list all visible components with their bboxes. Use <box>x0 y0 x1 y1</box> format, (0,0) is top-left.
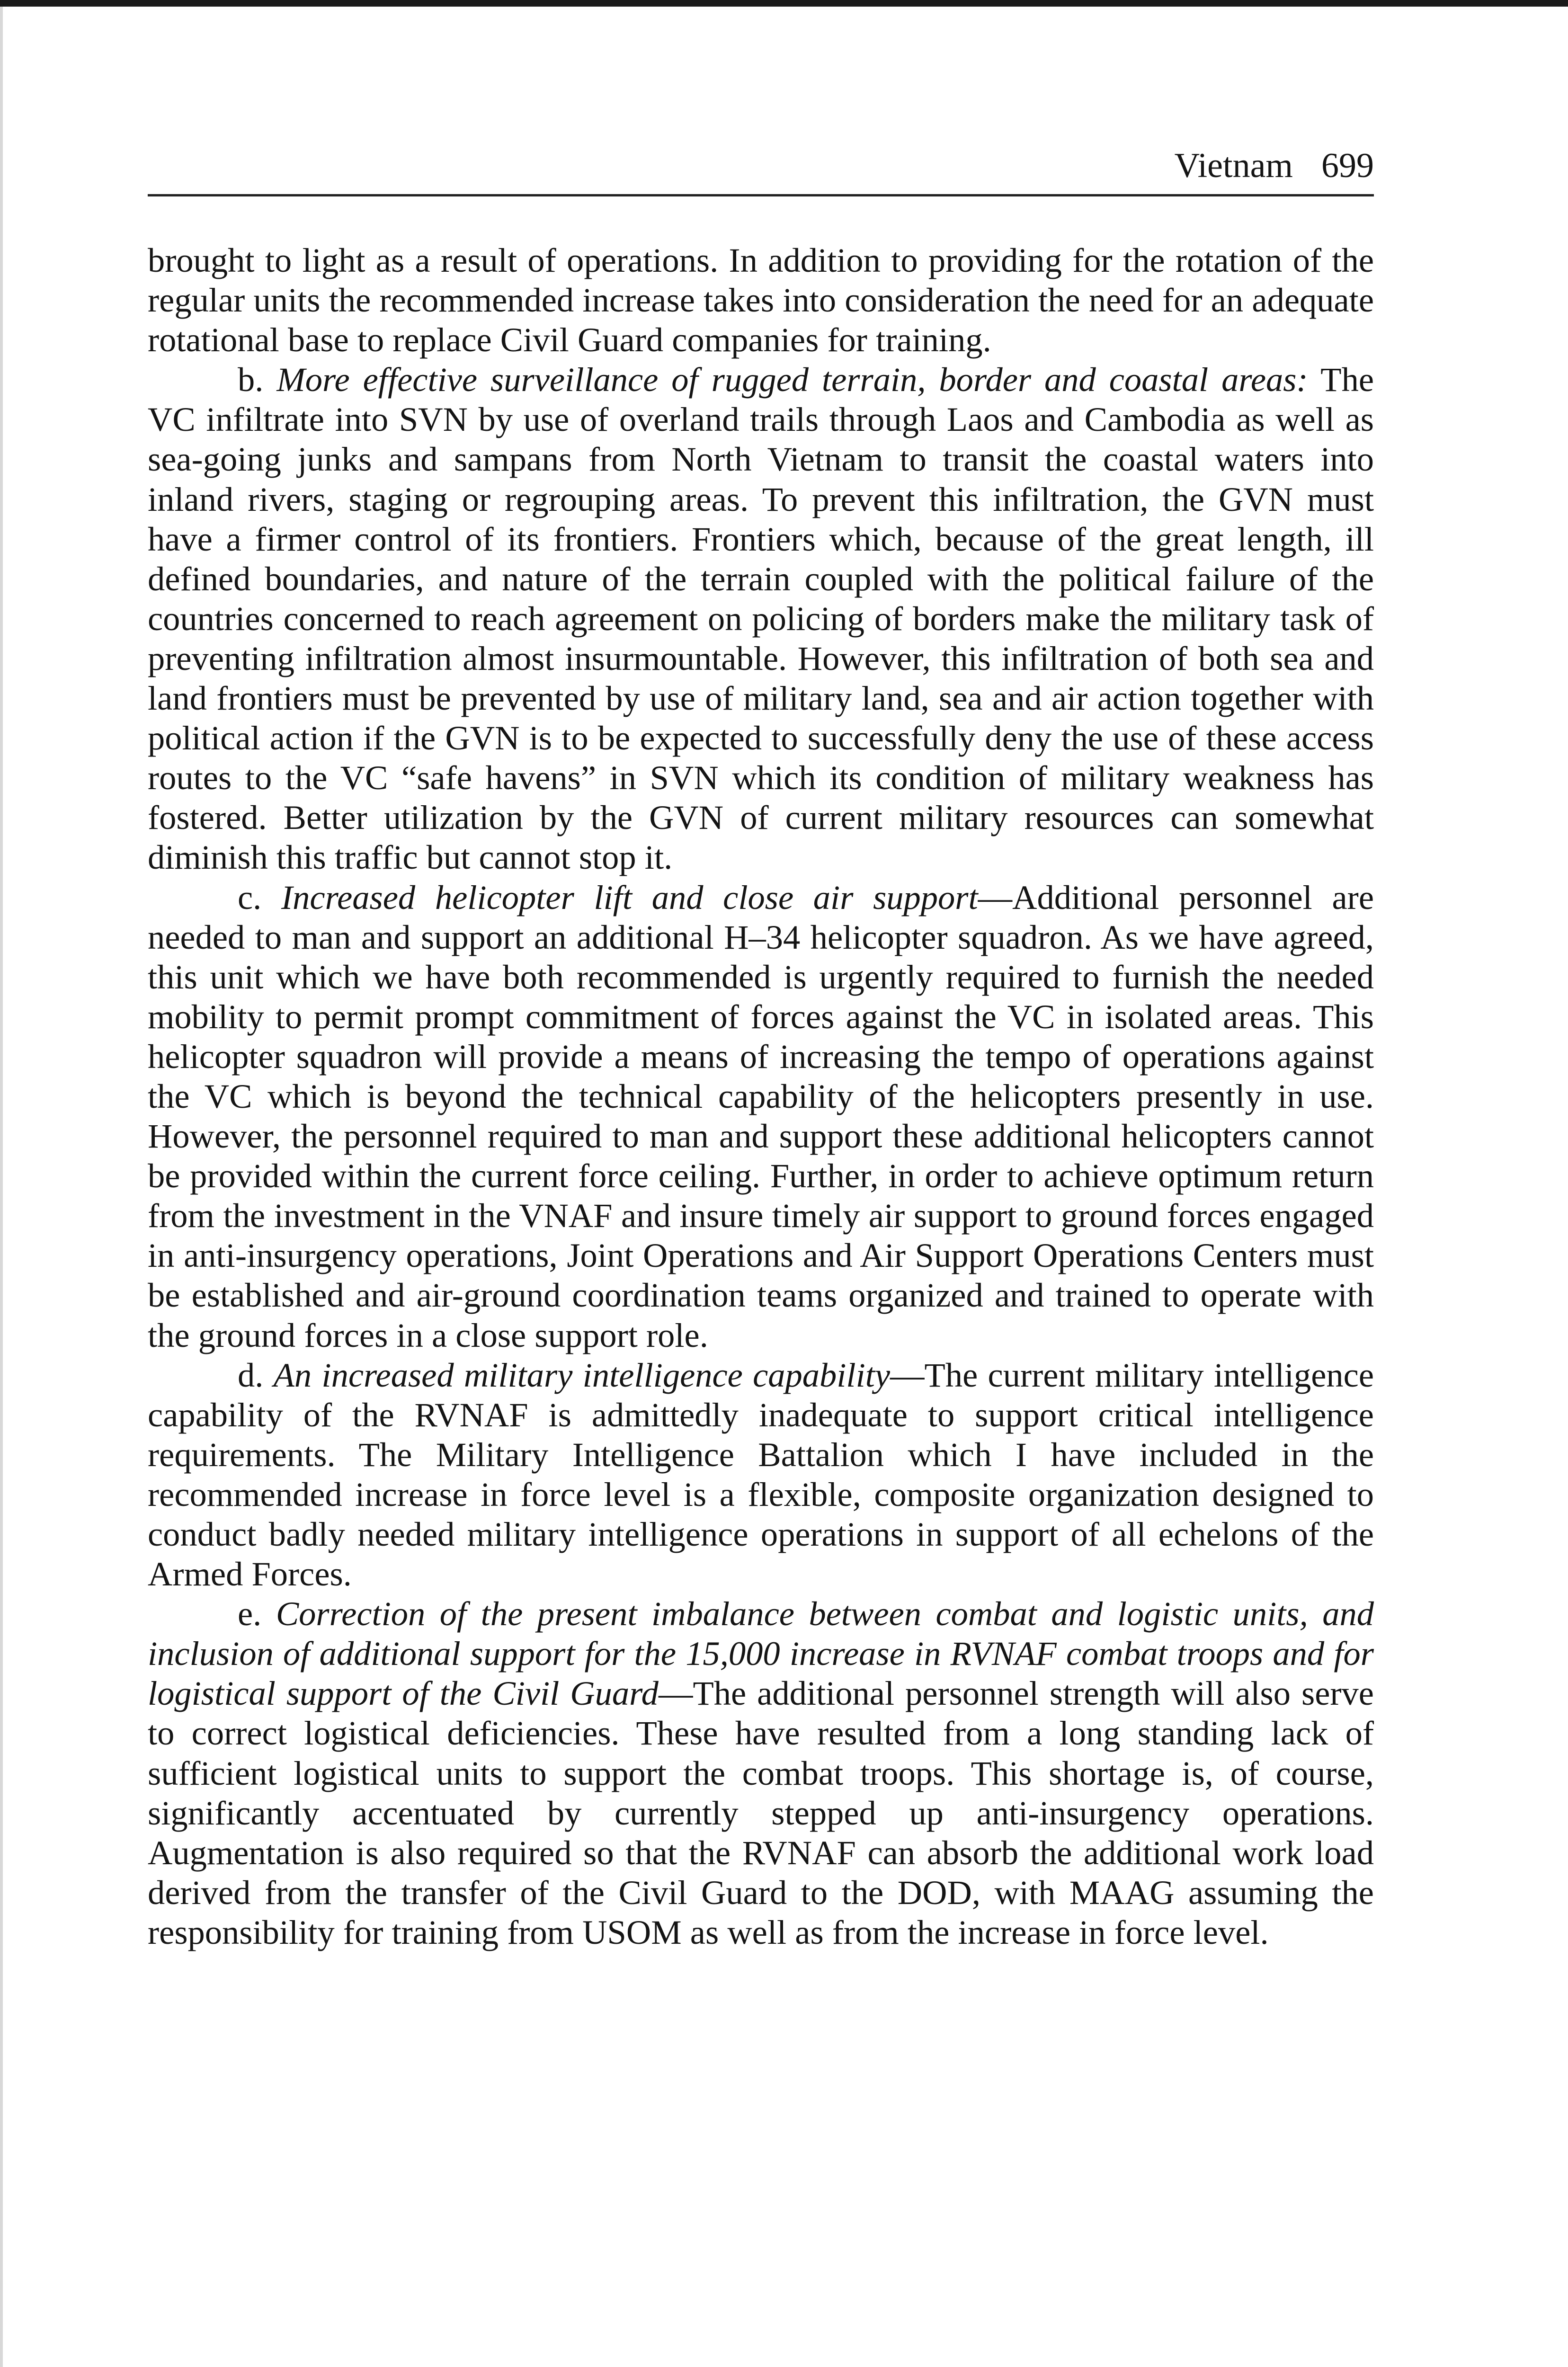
left-page-edge <box>0 7 3 2367</box>
body-text <box>148 240 1374 1952</box>
paragraph-continuation <box>148 240 1374 360</box>
paragraph-text: —The additional personnel strength will also serve to correct logistical deficiencies. These have resulted from a long standing lack of sufficient logistical units to support the combat troops. This shortage is, of course, significantly accentuated by currently stepped up anti-insurgency operations. Augmentation is also required so that the RVNAF can absorb the additional work load derived from the transfer of the Civil Guard to the DOD, with MAAG assuming the responsibility for training from USOM as well as from the increase in force level. <box>148 1674 1374 1951</box>
paragraph-c <box>148 878 1374 1355</box>
paragraph-heading: More effective surveillance of rugged terrain, border and coastal areas: <box>276 360 1308 399</box>
header-rule <box>148 194 1374 196</box>
paragraph-e <box>148 1594 1374 1952</box>
paragraph-b <box>148 360 1374 877</box>
section-title: Vietnam <box>1174 146 1293 185</box>
paragraph-label: c. <box>238 878 281 917</box>
running-head <box>148 142 1374 189</box>
paragraph-label: d. <box>238 1355 274 1394</box>
paragraph-text: brought to light as a result of operations. In addition to providing for the rotation of the regular units the recommended increase takes into consideration the need for an adequate rotational base to replace Civil Guard companies for training. <box>148 241 1374 359</box>
paragraph-d <box>148 1355 1374 1594</box>
top-border-rule <box>0 0 1568 7</box>
paragraph-label: b. <box>238 360 277 399</box>
paragraph-label: e. <box>238 1594 276 1633</box>
paragraph-heading: Increased helicopter lift and close air support <box>281 878 978 917</box>
page-number: 699 <box>1321 146 1374 185</box>
paragraph-text: —Additional personnel are needed to man and support an additional H–34 helicopter squadron. As we have agreed, this unit which we have both recommended is urgently required to furnish the needed mobility to permit prompt commitment of forces against the VC in isolated areas. This helicopter squadron will provide a means of increasing the tempo of operations against the VC which is beyond the technical capability of the helicopters presently in use. However, the personnel required to man and support these additional helicopters cannot be provided within the current force ceiling. Further, in order to achieve optimum return from the investment in the VNAF and insure timely air support to ground forces engaged in anti-insurgency operations, Joint Operations and Air Support Operations Centers must be established and air-ground coordination teams organized and trained to operate with the ground forces in a close support role. <box>148 878 1374 1354</box>
paragraph-heading: An increased military intelligence capability <box>273 1355 891 1394</box>
paragraph-heading: Correction of the present imbalance between combat and logistic units, and inclusion of additional support for the 15,000 increase in RVNAF combat troops and for logistical support of the Civil Guard <box>148 1594 1374 1713</box>
paragraph-text: —The current military intelligence capability of the RVNAF is admittedly inadequate to support critical intelligence requirements. The Military Intelligence Battalion which I have included in the recommended increase in force level is a flexible, composite organization designed to conduct badly needed military intelligence operations in support of all echelons of the Armed Forces. <box>148 1355 1374 1593</box>
paragraph-text: The VC infiltrate into SVN by use of overland trails through Laos and Cambodia as well as sea-going junks and sampans from North Vietnam to transit the coastal waters into inland rivers, staging or regrouping areas. To prevent this infiltration, the GVN must have a firmer control of its frontiers. Frontiers which, because of the great length, ill defined boundaries, and nature of the terrain coupled with the political failure of the countries concerned to reach agreement on policing of borders make the military task of preventing infiltration almost insurmountable. However, this infiltration of both sea and land frontiers must be prevented by use of military land, sea and air action together with political action if the GVN is to be expected to successfully deny the use of these access routes to the VC “safe havens” in SVN which its condition of military weakness has fostered. Better utilization by the GVN of current military resources can somewhat diminish this traffic but cannot stop it. <box>148 360 1374 877</box>
